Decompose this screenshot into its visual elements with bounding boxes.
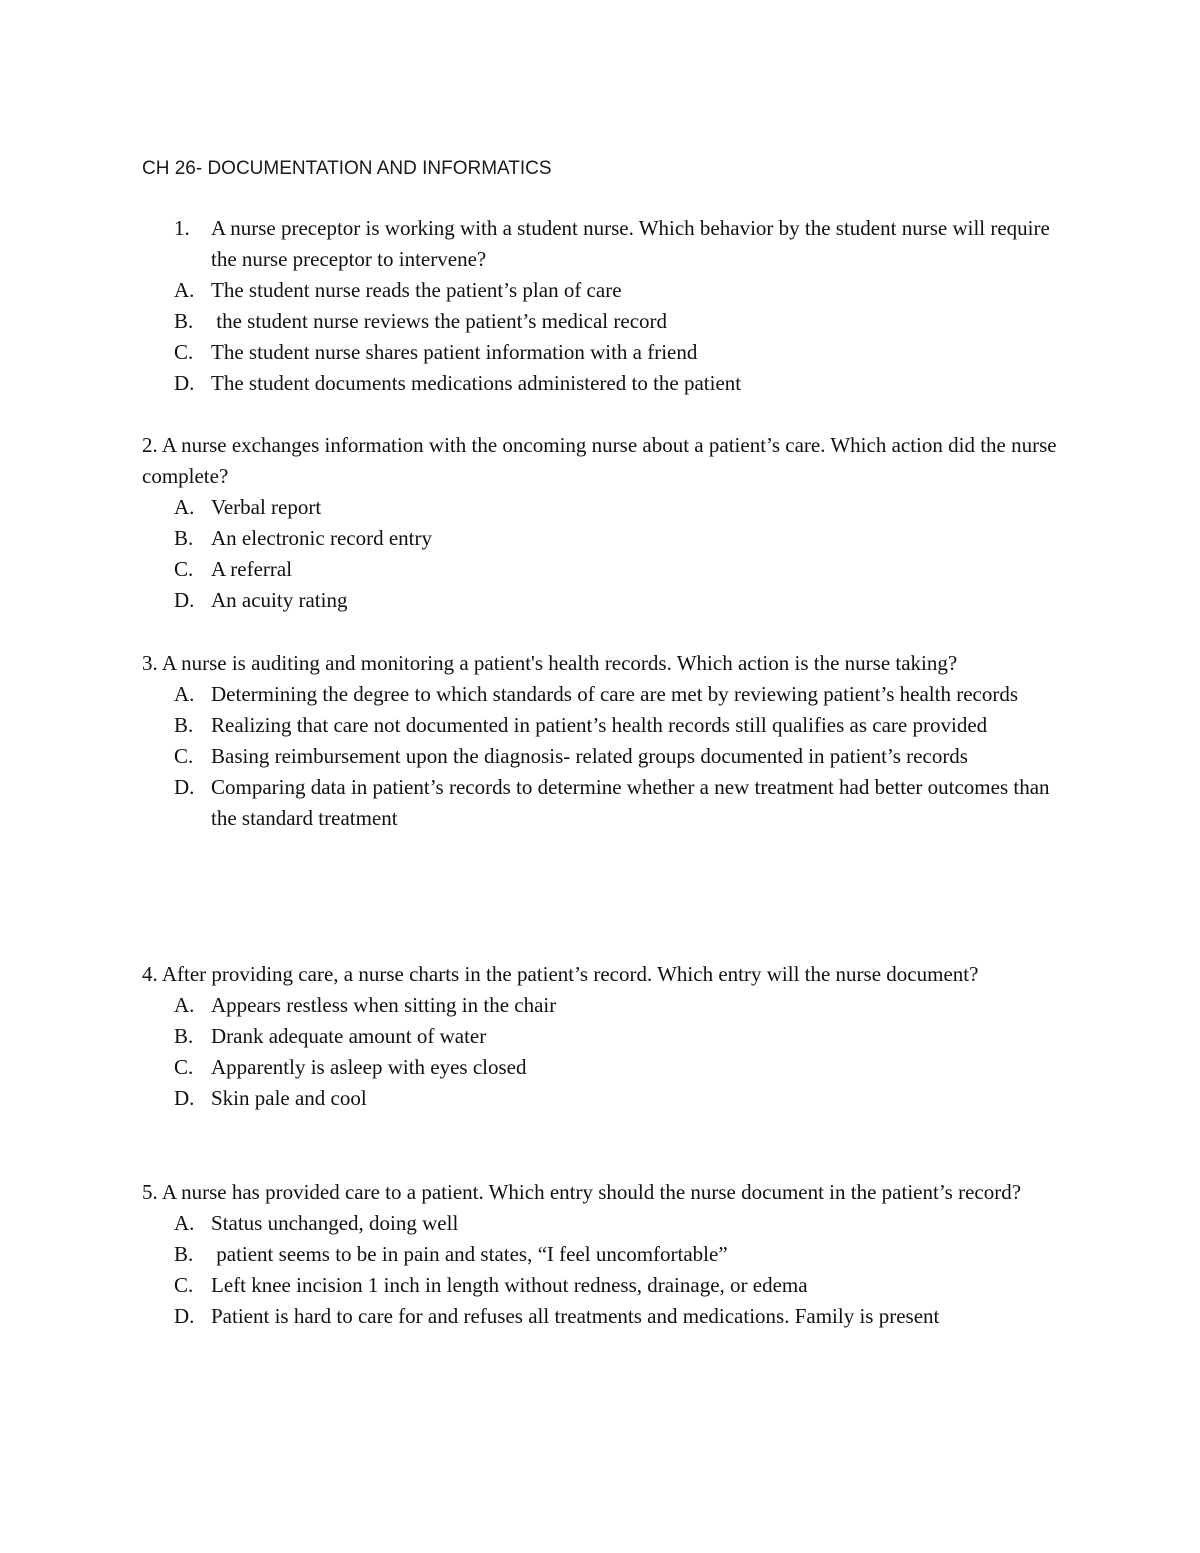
answer-options bbox=[0, 492, 1200, 616]
answer-option-a bbox=[174, 679, 1062, 710]
answer-option-a bbox=[174, 492, 1062, 523]
option-letter: C. bbox=[174, 340, 194, 364]
option-letter: C. bbox=[174, 1055, 194, 1079]
question-stem bbox=[142, 1177, 1062, 1208]
option-text: A referral bbox=[211, 557, 293, 581]
option-text: the student nurse reviews the patient’s medical record bbox=[211, 309, 668, 333]
answer-option-a bbox=[174, 990, 1062, 1021]
option-letter: C. bbox=[174, 1273, 194, 1297]
question-stem bbox=[142, 648, 1062, 679]
answer-options bbox=[0, 679, 1200, 834]
option-text: The student documents medications administered to the patient bbox=[211, 371, 742, 395]
option-text: The student nurse reads the patient’s plan of care bbox=[211, 278, 622, 302]
option-text: Skin pale and cool bbox=[211, 1086, 367, 1110]
option-text: patient seems to be in pain and states, “I feel uncomfortable” bbox=[211, 1242, 728, 1266]
option-text: An acuity rating bbox=[211, 588, 348, 612]
option-text: Comparing data in patient’s records to determine whether a new treatment had better outcomes than the standard treatment bbox=[211, 775, 1050, 830]
option-text: Basing reimbursement upon the diagnosis- related groups documented in patient’s records bbox=[211, 744, 968, 768]
option-text: Patient is hard to care for and refuses all treatments and medications. Family is present bbox=[211, 1304, 940, 1328]
question-stem bbox=[142, 430, 1062, 492]
option-letter: A. bbox=[174, 682, 195, 706]
option-text: Status unchanged, doing well bbox=[211, 1211, 459, 1235]
answer-option-b bbox=[174, 710, 1062, 741]
answer-options bbox=[0, 990, 1200, 1114]
option-letter: A. bbox=[174, 993, 195, 1017]
option-letter: C. bbox=[174, 557, 194, 581]
question-number: 1. bbox=[174, 216, 190, 240]
answer-option-a bbox=[174, 275, 1062, 306]
option-text: Drank adequate amount of water bbox=[211, 1024, 487, 1048]
option-letter: A. bbox=[174, 495, 195, 519]
option-letter: B. bbox=[174, 526, 194, 550]
question-4 bbox=[0, 959, 1200, 1114]
option-letter: B. bbox=[174, 1242, 194, 1266]
answer-option-b bbox=[174, 306, 1062, 337]
answer-option-b bbox=[174, 523, 1062, 554]
answer-option-b bbox=[174, 1021, 1062, 1052]
answer-option-d bbox=[174, 1083, 1062, 1114]
answer-option-b bbox=[174, 1239, 1062, 1270]
question-stem bbox=[174, 213, 1062, 275]
answer-option-c bbox=[174, 1270, 1062, 1301]
option-letter: B. bbox=[174, 1024, 194, 1048]
answer-option-c bbox=[174, 741, 1062, 772]
option-text: Determining the degree to which standards of care are met by reviewing patient’s health records bbox=[211, 682, 1019, 706]
option-letter: D. bbox=[174, 371, 195, 395]
question-stem bbox=[142, 959, 1062, 990]
option-text: Realizing that care not documented in patient’s health records still qualifies as care provided bbox=[211, 713, 988, 737]
question-5 bbox=[0, 1177, 1200, 1332]
option-text: Appears restless when sitting in the chair bbox=[211, 993, 557, 1017]
option-letter: C. bbox=[174, 744, 194, 768]
option-letter: A. bbox=[174, 278, 195, 302]
option-letter: B. bbox=[174, 713, 194, 737]
question-text: 5. A nurse has provided care to a patient. Which entry should the nurse document in the patient’s record? bbox=[142, 1180, 1022, 1204]
option-letter: B. bbox=[174, 309, 194, 333]
question-3 bbox=[0, 648, 1200, 834]
answer-option-c bbox=[174, 1052, 1062, 1083]
option-text: Left knee incision 1 inch in length without redness, drainage, or edema bbox=[211, 1273, 808, 1297]
answer-option-d bbox=[174, 1301, 1062, 1332]
option-letter: D. bbox=[174, 775, 195, 799]
option-letter: A. bbox=[174, 1211, 195, 1235]
option-letter: D. bbox=[174, 588, 195, 612]
answer-options bbox=[0, 275, 1200, 399]
document-title: CH 26- DOCUMENTATION AND INFORMATICS bbox=[142, 158, 552, 179]
question-2 bbox=[0, 430, 1200, 616]
option-letter: D. bbox=[174, 1304, 195, 1328]
option-text: An electronic record entry bbox=[211, 526, 432, 550]
answer-option-c bbox=[174, 337, 1062, 368]
question-1 bbox=[0, 213, 1200, 399]
question-text: 3. A nurse is auditing and monitoring a patient's health records. Which action is the nurse taking? bbox=[142, 651, 958, 675]
answer-option-a bbox=[174, 1208, 1062, 1239]
option-letter: D. bbox=[174, 1086, 195, 1110]
answer-option-d bbox=[174, 368, 1062, 399]
answer-option-d bbox=[174, 585, 1062, 616]
question-text: A nurse preceptor is working with a student nurse. Which behavior by the student nurse will require the nurse preceptor to intervene? bbox=[211, 216, 1050, 271]
question-text: 2. A nurse exchanges information with the oncoming nurse about a patient’s care. Which action did the nurse complete? bbox=[142, 433, 1057, 488]
answer-option-d bbox=[174, 772, 1062, 834]
answer-option-c bbox=[174, 554, 1062, 585]
option-text: Apparently is asleep with eyes closed bbox=[211, 1055, 527, 1079]
option-text: Verbal report bbox=[211, 495, 322, 519]
question-text: 4. After providing care, a nurse charts in the patient’s record. Which entry will the nurse document? bbox=[142, 962, 979, 986]
option-text: The student nurse shares patient information with a friend bbox=[211, 340, 698, 364]
answer-options bbox=[0, 1208, 1200, 1332]
